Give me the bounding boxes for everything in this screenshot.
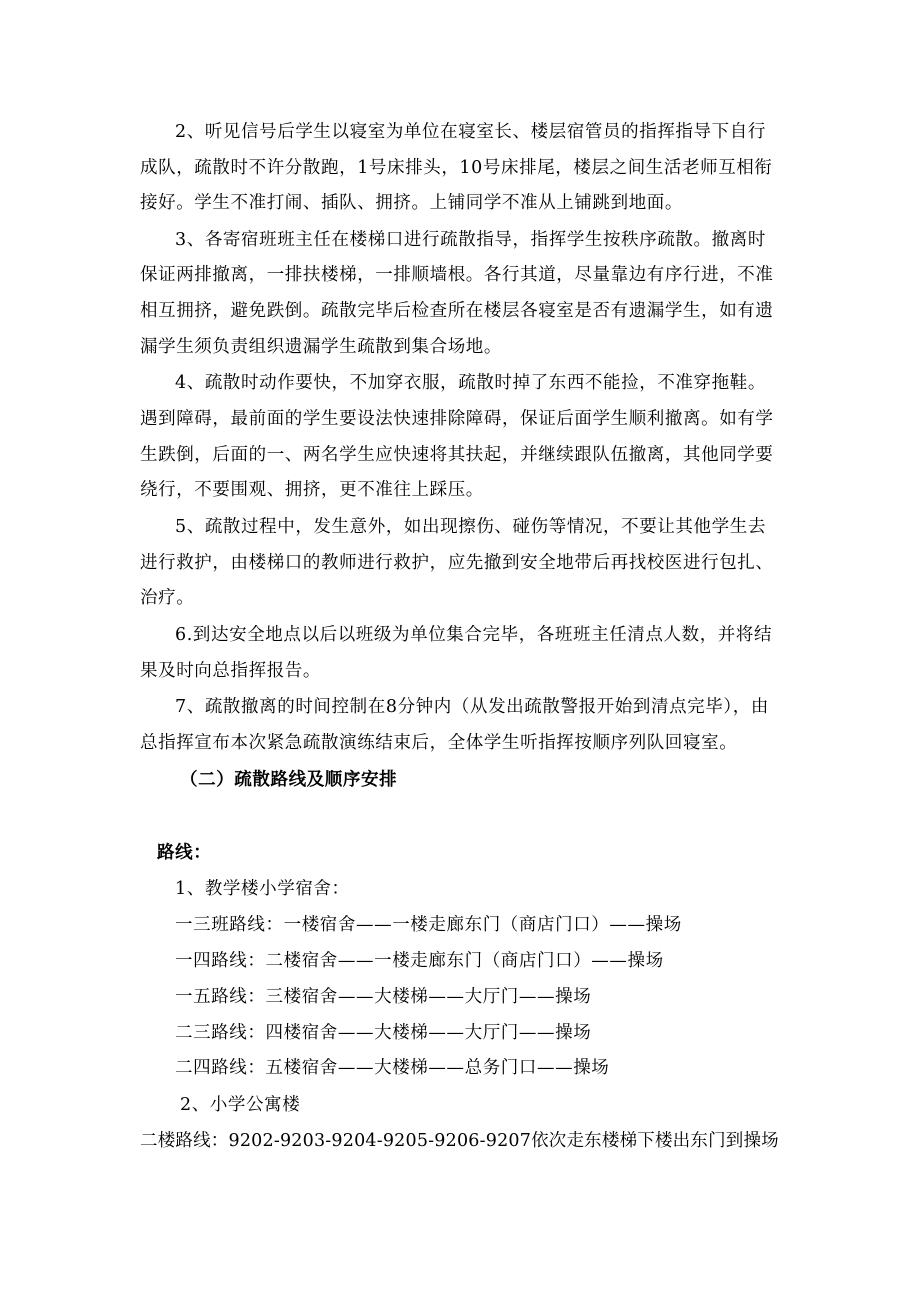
item-2-line-1: 2、听见信号后学生以寝室为单位在寝室长、楼层宿管员的指挥指导下自行 [175, 122, 766, 142]
item-5-line-1: 5、疏散过程中，发生意外，如出现擦伤、碰伤等情况，不要让其他学生去 [175, 517, 766, 537]
item-5-line-2: 进行救护，由楼梯口的教师进行救护，应先撤到安全地带后再找校医进行包扎、 [140, 553, 774, 573]
item-3-line-2: 保证两排撤离，一排扶楼梯，一排顺墙根。各行其道，尽量靠边有序行进，不准 [140, 265, 774, 285]
item-4-line-1: 4、疏散时动作要快，不加穿衣服，疏散时掉了东西不能捡，不准穿拖鞋。 [175, 373, 766, 393]
item-3-line-3: 相互拥挤，避免跌倒。疏散完毕后检查所在楼层各寝室是否有遗漏学生，如有遗 [140, 301, 774, 321]
item-6-line-1: 6.到达安全地点以后以班级为单位集合完毕，各班班主任清点人数，并将结 [175, 625, 773, 645]
route-line-2: 一四路线：二楼宿舍——一楼走廊东门（商店门口）——操场 [175, 951, 664, 971]
item-2-line-3: 接好。学生不准打闹、插队、拥挤。上铺同学不准从上铺跳到地面。 [140, 193, 683, 213]
item-7-line-1: 7、疏散撤离的时间控制在8分钟内（从发出疏散警报开始到清点完毕），由 [175, 697, 769, 717]
route-line-4: 二三路线：四楼宿舍——大楼梯——大厅门——操场 [175, 1023, 592, 1043]
item-4-line-3: 生跌倒，后面的一、两名学生应快速将其扶起，并继续跟队伍撤离，其他同学要 [140, 445, 774, 465]
routes-label: 路线： [157, 843, 212, 863]
group-1-title: 1、教学楼小学宿舍： [175, 879, 350, 899]
item-5-line-3: 治疗。 [140, 588, 195, 608]
item-3-line-1: 3、各寄宿班班主任在楼梯口进行疏散指导，指挥学生按秩序疏散。撤离时 [175, 230, 766, 250]
route-line-3: 一五路线：三楼宿舍——大楼梯——大厅门——操场 [175, 987, 592, 1007]
item-2-line-2: 成队，疏散时不许分散跑，1号床排头，10号床排尾，楼层之间生活老师互相衔 [140, 158, 773, 178]
item-4-line-2: 遇到障碍，最前面的学生要设法快速排除障碍，保证后面学生顺利撤离。如有学 [140, 409, 774, 429]
item-6-line-2: 果及时向总指挥报告。 [140, 661, 321, 681]
route-line-5: 二四路线：五楼宿舍——大楼梯——总务门口——操场 [175, 1058, 610, 1078]
group-2-route: 二楼路线：9202-9203-9204-9205-9206-9207依次走东楼梯下楼出东门到操场 [140, 1131, 779, 1151]
item-7-line-2: 总指挥宣布本次紧急疏散演练结束后，全体学生听指挥按顺序列队回寝室。 [140, 733, 738, 753]
item-3-line-4: 漏学生须负责组织遗漏学生疏散到集合场地。 [140, 337, 502, 357]
item-4-line-4: 绕行，不要围观、拥挤，更不准往上踩压。 [140, 480, 484, 500]
group-2-title: 2、小学公寓楼 [180, 1095, 301, 1115]
section-heading: （二）疏散路线及顺序安排 [180, 770, 398, 790]
route-line-1: 一三班路线：一楼宿舍——一楼走廊东门（商店门口）——操场 [175, 915, 682, 935]
